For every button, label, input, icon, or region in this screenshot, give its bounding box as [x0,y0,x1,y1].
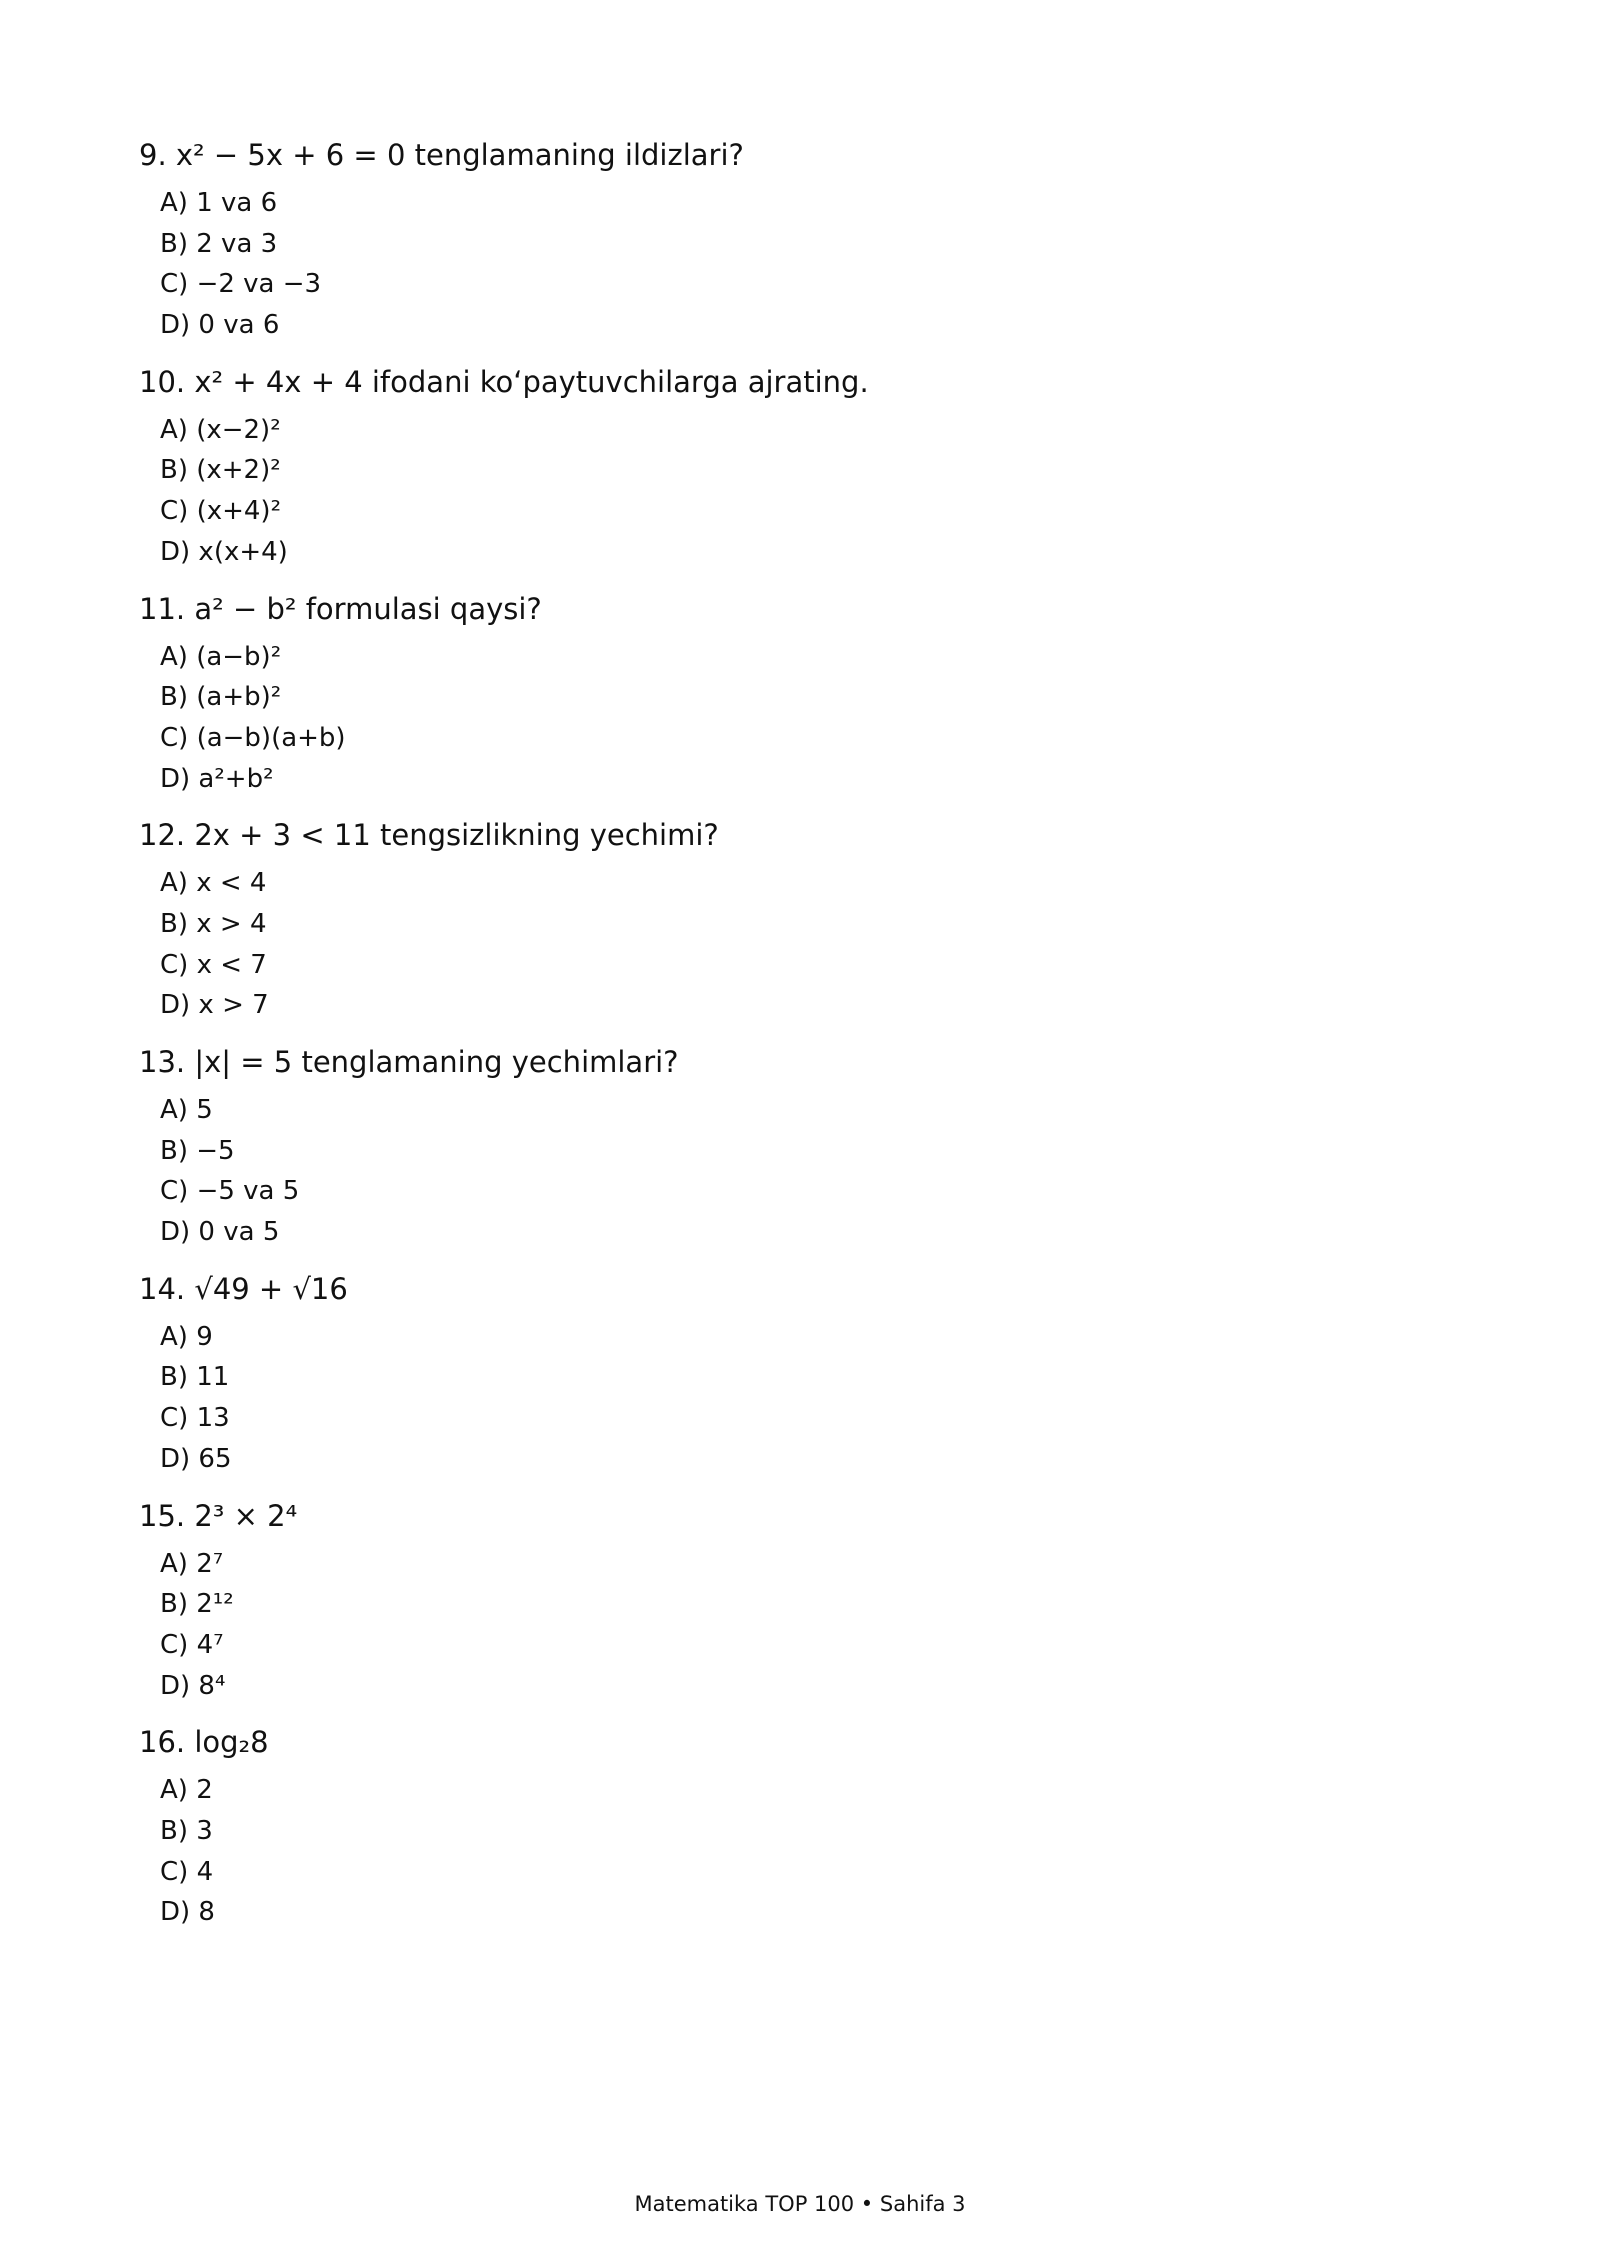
question-9 [139,135,1459,346]
question-text: 13. |x| = 5 tenglamaning yechimlari? [139,1045,679,1079]
question-16 [139,1722,1459,1933]
option-c: C) −2 va −3 [160,269,322,300]
option-b: B) (x+2)² [160,455,281,486]
option-b: B) (a+b)² [160,682,282,713]
question-14 [139,1269,1459,1480]
option-d: D) 8⁴ [160,1670,226,1701]
option-a: A) 5 [160,1095,213,1125]
question-15 [139,1496,1459,1707]
option-d: D) 65 [160,1443,232,1474]
option-d: D) x > 7 [160,990,269,1021]
option-list [139,1090,1459,1253]
question-11 [139,589,1459,800]
option-list [139,637,1459,800]
question-text: 14. √49 + √16 [139,1271,348,1306]
question-13 [139,1042,1459,1253]
option-b: B) x > 4 [160,908,267,939]
option-b: B) 11 [160,1362,230,1393]
option-a: A) 1 va 6 [160,188,278,218]
option-d: D) a²+b² [160,763,274,794]
option-a: A) 9 [160,1321,213,1352]
question-list [139,135,1459,1949]
option-b: B) 2 va 3 [160,228,278,259]
option-c: C) (a−b)(a+b) [160,722,346,753]
option-list [139,1770,1459,1933]
question-text: 10. x² + 4x + 4 ifodani ko‘paytuvchilarga ajrating. [139,364,869,399]
option-c: C) 13 [160,1403,230,1434]
option-list [139,410,1459,573]
question-text: 15. 2³ × 2⁴ [139,1498,298,1533]
option-b: B) 3 [160,1815,213,1846]
option-d: D) x(x+4) [160,536,288,567]
option-c: C) x < 7 [160,949,267,980]
option-d: D) 0 va 5 [160,1217,280,1248]
option-a: A) (a−b)² [160,641,282,672]
option-d: D) 8 [160,1897,215,1928]
question-text: 12. 2x + 3 < 11 tengsizlikning yechimi? [139,818,719,853]
question-text: 16. log₂8 [139,1725,269,1760]
question-text: 9. x² − 5x + 6 = 0 tenglamaning ildizlari? [139,138,744,172]
option-a: A) 2⁷ [160,1548,224,1579]
option-a: A) (x−2)² [160,414,281,445]
option-d: D) 0 va 6 [160,310,280,341]
option-b: B) 2¹² [160,1589,234,1620]
question-10 [139,362,1459,573]
page-footer: Matematika TOP 100 • Sahifa 3 [634,2192,966,2216]
option-c: C) −5 va 5 [160,1176,300,1207]
option-c: C) 4⁷ [160,1629,224,1660]
option-a: A) 2 [160,1775,213,1806]
question-text: 11. a² − b² formulasi qaysi? [139,591,542,626]
option-b: B) −5 [160,1135,235,1166]
option-list [139,183,1459,346]
option-list [139,1544,1459,1707]
option-a: A) x < 4 [160,868,267,899]
option-list [139,1317,1459,1480]
question-12 [139,815,1459,1026]
option-list [139,863,1459,1026]
option-c: C) 4 [160,1856,214,1887]
option-c: C) (x+4)² [160,496,281,527]
